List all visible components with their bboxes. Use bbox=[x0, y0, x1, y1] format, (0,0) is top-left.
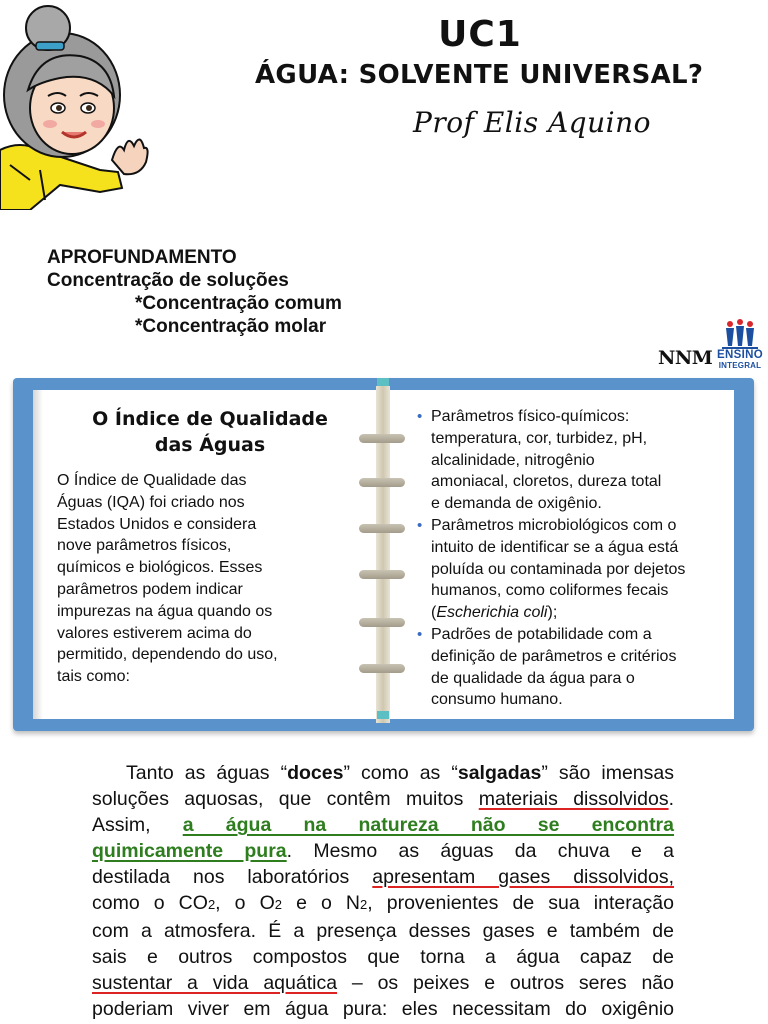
species-name: Escherichia coli bbox=[436, 604, 548, 622]
text-line: e demanda de oxigênio. bbox=[431, 495, 602, 513]
bullet-icon: • bbox=[417, 516, 423, 534]
page-title: UC1 bbox=[438, 14, 522, 55]
bullet-icon: • bbox=[417, 625, 423, 643]
paragraph-line: sais e outros compostos que torna a água capaz de bbox=[92, 946, 674, 968]
binder-ring bbox=[359, 570, 405, 579]
paragraph-line: Assim, a água na natureza não se encontra bbox=[92, 814, 674, 836]
infobox-description bbox=[57, 470, 357, 688]
paragraph-line: com a atmosfera. É a presença desses gases e também de bbox=[92, 920, 674, 942]
text-line: tais como: bbox=[57, 668, 130, 686]
paragraph-line: sustentar a vida aquática – os peixes e outros seres não bbox=[92, 972, 674, 994]
text-fragment: ); bbox=[547, 604, 558, 622]
highlight-green: a água na natureza não se encontra bbox=[182, 814, 674, 836]
text-line: nove parâmetros físicos, bbox=[57, 537, 232, 555]
parameter-list bbox=[417, 406, 747, 711]
ensino-integral-logo bbox=[710, 318, 766, 372]
text-line: alcalinidade, nitrogênio bbox=[431, 451, 595, 469]
brand-nnm-logo: NNM bbox=[658, 347, 713, 369]
binder-ring bbox=[359, 524, 405, 533]
paragraph-line: poderiam viver em água pura: eles necessitam do oxigênio bbox=[92, 998, 674, 1020]
binder-ring bbox=[359, 618, 405, 627]
text-line: consumo humano. bbox=[431, 691, 563, 709]
text-line: químicos e biológicos. Esses bbox=[57, 559, 263, 577]
text-line: de qualidade da água para o bbox=[431, 669, 635, 687]
paragraph-line: quimicamente pura. Mesmo as águas da chuva e a bbox=[92, 840, 674, 862]
people-logo-icon bbox=[710, 318, 766, 350]
text-line: valores estiverem acima do bbox=[57, 624, 252, 642]
highlight-green: quimicamente pura bbox=[92, 840, 287, 862]
spine-cap bbox=[377, 378, 389, 386]
topic-item-molar: *Concentração molar bbox=[135, 316, 327, 337]
text-fragment: ( bbox=[431, 604, 437, 622]
topic-subheading: Concentração de soluções bbox=[47, 270, 289, 291]
highlight-underline: materiais dissolvidos bbox=[478, 788, 669, 810]
text-line: poluída ou contaminada por dejetos bbox=[431, 560, 686, 578]
list-item bbox=[417, 406, 747, 515]
binder-ring bbox=[359, 478, 405, 487]
emphasis-doces: doces bbox=[287, 762, 344, 784]
text-line: definição de parâmetros e critérios bbox=[431, 647, 677, 665]
text-line: Estados Unidos e considera bbox=[57, 515, 257, 533]
emphasis-salgadas: salgadas bbox=[457, 762, 542, 784]
infobox-title bbox=[70, 406, 350, 458]
text-line bbox=[431, 602, 747, 624]
infobox-title-line: das Águas bbox=[154, 434, 266, 456]
text-line: Padrões de potabilidade com a bbox=[431, 625, 652, 643]
text-line: Águas (IQA) foi criado nos bbox=[57, 493, 245, 511]
paragraph-line: Tanto as águas “doces” como as “salgadas” são imensas bbox=[126, 762, 674, 784]
text-line: amoniacal, cloretos, dureza total bbox=[431, 473, 662, 491]
text-line: Parâmetros microbiológicos com o bbox=[431, 516, 677, 534]
text-line: temperatura, cor, turbidez, pH, bbox=[431, 429, 648, 447]
topic-item-common: *Concentração comum bbox=[135, 293, 342, 314]
list-item bbox=[417, 624, 747, 711]
paragraph-line: destilada nos laboratórios apresentam gases dissolvidos, bbox=[92, 866, 675, 888]
text-line: Parâmetros físico-químicos: bbox=[431, 408, 630, 425]
infobox-title-line: O Índice de Qualidade bbox=[92, 408, 328, 430]
text-line: intuito de identificar se a água está bbox=[431, 538, 679, 556]
page-subtitle: ÁGUA: SOLVENTE UNIVERSAL? bbox=[255, 60, 704, 90]
body-paragraph bbox=[92, 760, 674, 1022]
bullet-icon: • bbox=[417, 408, 423, 425]
text-line: permitido, dependendo do uso, bbox=[57, 646, 278, 664]
text-line: O Índice de Qualidade das bbox=[57, 472, 247, 489]
text-line: impurezas na água quando os bbox=[57, 602, 273, 620]
binder-ring bbox=[359, 664, 405, 673]
paragraph-line: como o CO2, o O2 e o N2, provenientes de sua interação bbox=[92, 892, 674, 914]
topic-heading: APROFUNDAMENTO bbox=[47, 247, 237, 268]
text-line: humanos, como coliformes fecais bbox=[431, 582, 669, 600]
highlight-underline: sustentar a vida aquática bbox=[92, 972, 338, 994]
spine-cap bbox=[377, 711, 389, 719]
paragraph-line: soluções aquosas, que contêm muitos materiais dissolvidos. bbox=[92, 788, 674, 810]
author-name: Prof Elis Aquino bbox=[413, 106, 651, 139]
highlight-underline: apresentam gases dissolvidos, bbox=[372, 866, 675, 888]
logo-text-ensino: ENSINO bbox=[717, 349, 763, 361]
text-line: parâmetros podem indicar bbox=[57, 580, 243, 598]
page-shadow bbox=[33, 390, 43, 719]
list-item bbox=[417, 515, 747, 624]
binder-ring bbox=[359, 434, 405, 443]
logo-text-integral: INTEGRAL bbox=[718, 361, 762, 370]
